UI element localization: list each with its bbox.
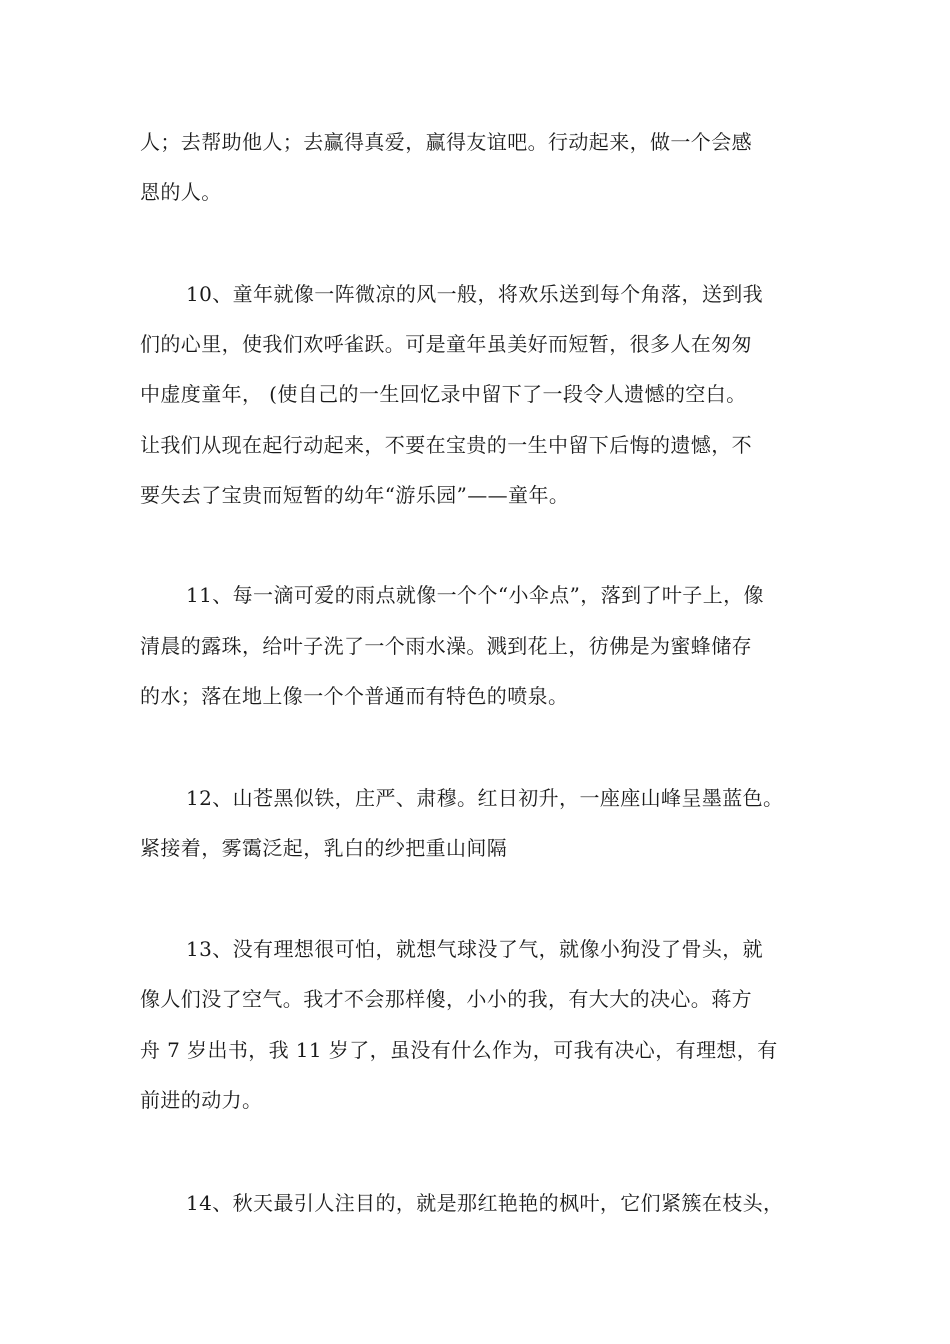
paragraph-line: 紧接着，雾霭泛起，乳白的纱把重山间隔 xyxy=(140,836,508,860)
paragraph-line: 12、山苍黑似铁，庄严、肃穆。红日初升，一座座山峰呈墨蓝色。 xyxy=(186,786,784,810)
paragraph-line: 让我们从现在起行动起来，不要在宝贵的一生中留下后悔的遗憾，不 xyxy=(140,433,752,457)
paragraph-line: 11、每一滴可爱的雨点就像一个个“小伞点”，落到了叶子上，像 xyxy=(186,583,764,607)
paragraph-line: 的水；落在地上像一个个普通而有特色的喷泉。 xyxy=(140,684,569,708)
paragraph-line: 人；去帮助他人；去赢得真爱，赢得友谊吧。行动起来，做一个会感 xyxy=(140,130,752,154)
paragraph-line: 中虚度童年， (使自己的一生回忆录中留下了一段令人遗憾的空白。 xyxy=(140,382,747,406)
paragraph-line: 前进的动力。 xyxy=(140,1088,263,1112)
paragraph-line: 10、童年就像一阵微凉的风一般，将欢乐送到每个角落，送到我 xyxy=(186,282,764,306)
paragraph-line: 们的心里，使我们欢呼雀跃。可是童年虽美好而短暂，很多人在匆匆 xyxy=(140,332,752,356)
paragraph-line: 像人们没了空气。我才不会那样傻，小小的我，有大大的决心。蒋方 xyxy=(140,987,752,1011)
paragraph-line: 13、没有理想很可怕，就想气球没了气，就像小狗没了骨头，就 xyxy=(186,937,764,961)
paragraph-line: 恩的人。 xyxy=(140,180,222,204)
paragraph-line: 要失去了宝贵而短暂的幼年“游乐园”——童年。 xyxy=(140,483,570,507)
paragraph-line: 14、秋天最引人注目的，就是那红艳艳的枫叶，它们紧簇在枝头， xyxy=(186,1191,784,1215)
paragraph-line: 舟 7 岁出书，我 11 岁了，虽没有什么作为，可我有决心，有理想，有 xyxy=(140,1038,778,1062)
paragraph-line: 清晨的露珠，给叶子洗了一个雨水澡。溅到花上，彷佛是为蜜蜂储存 xyxy=(140,634,752,658)
